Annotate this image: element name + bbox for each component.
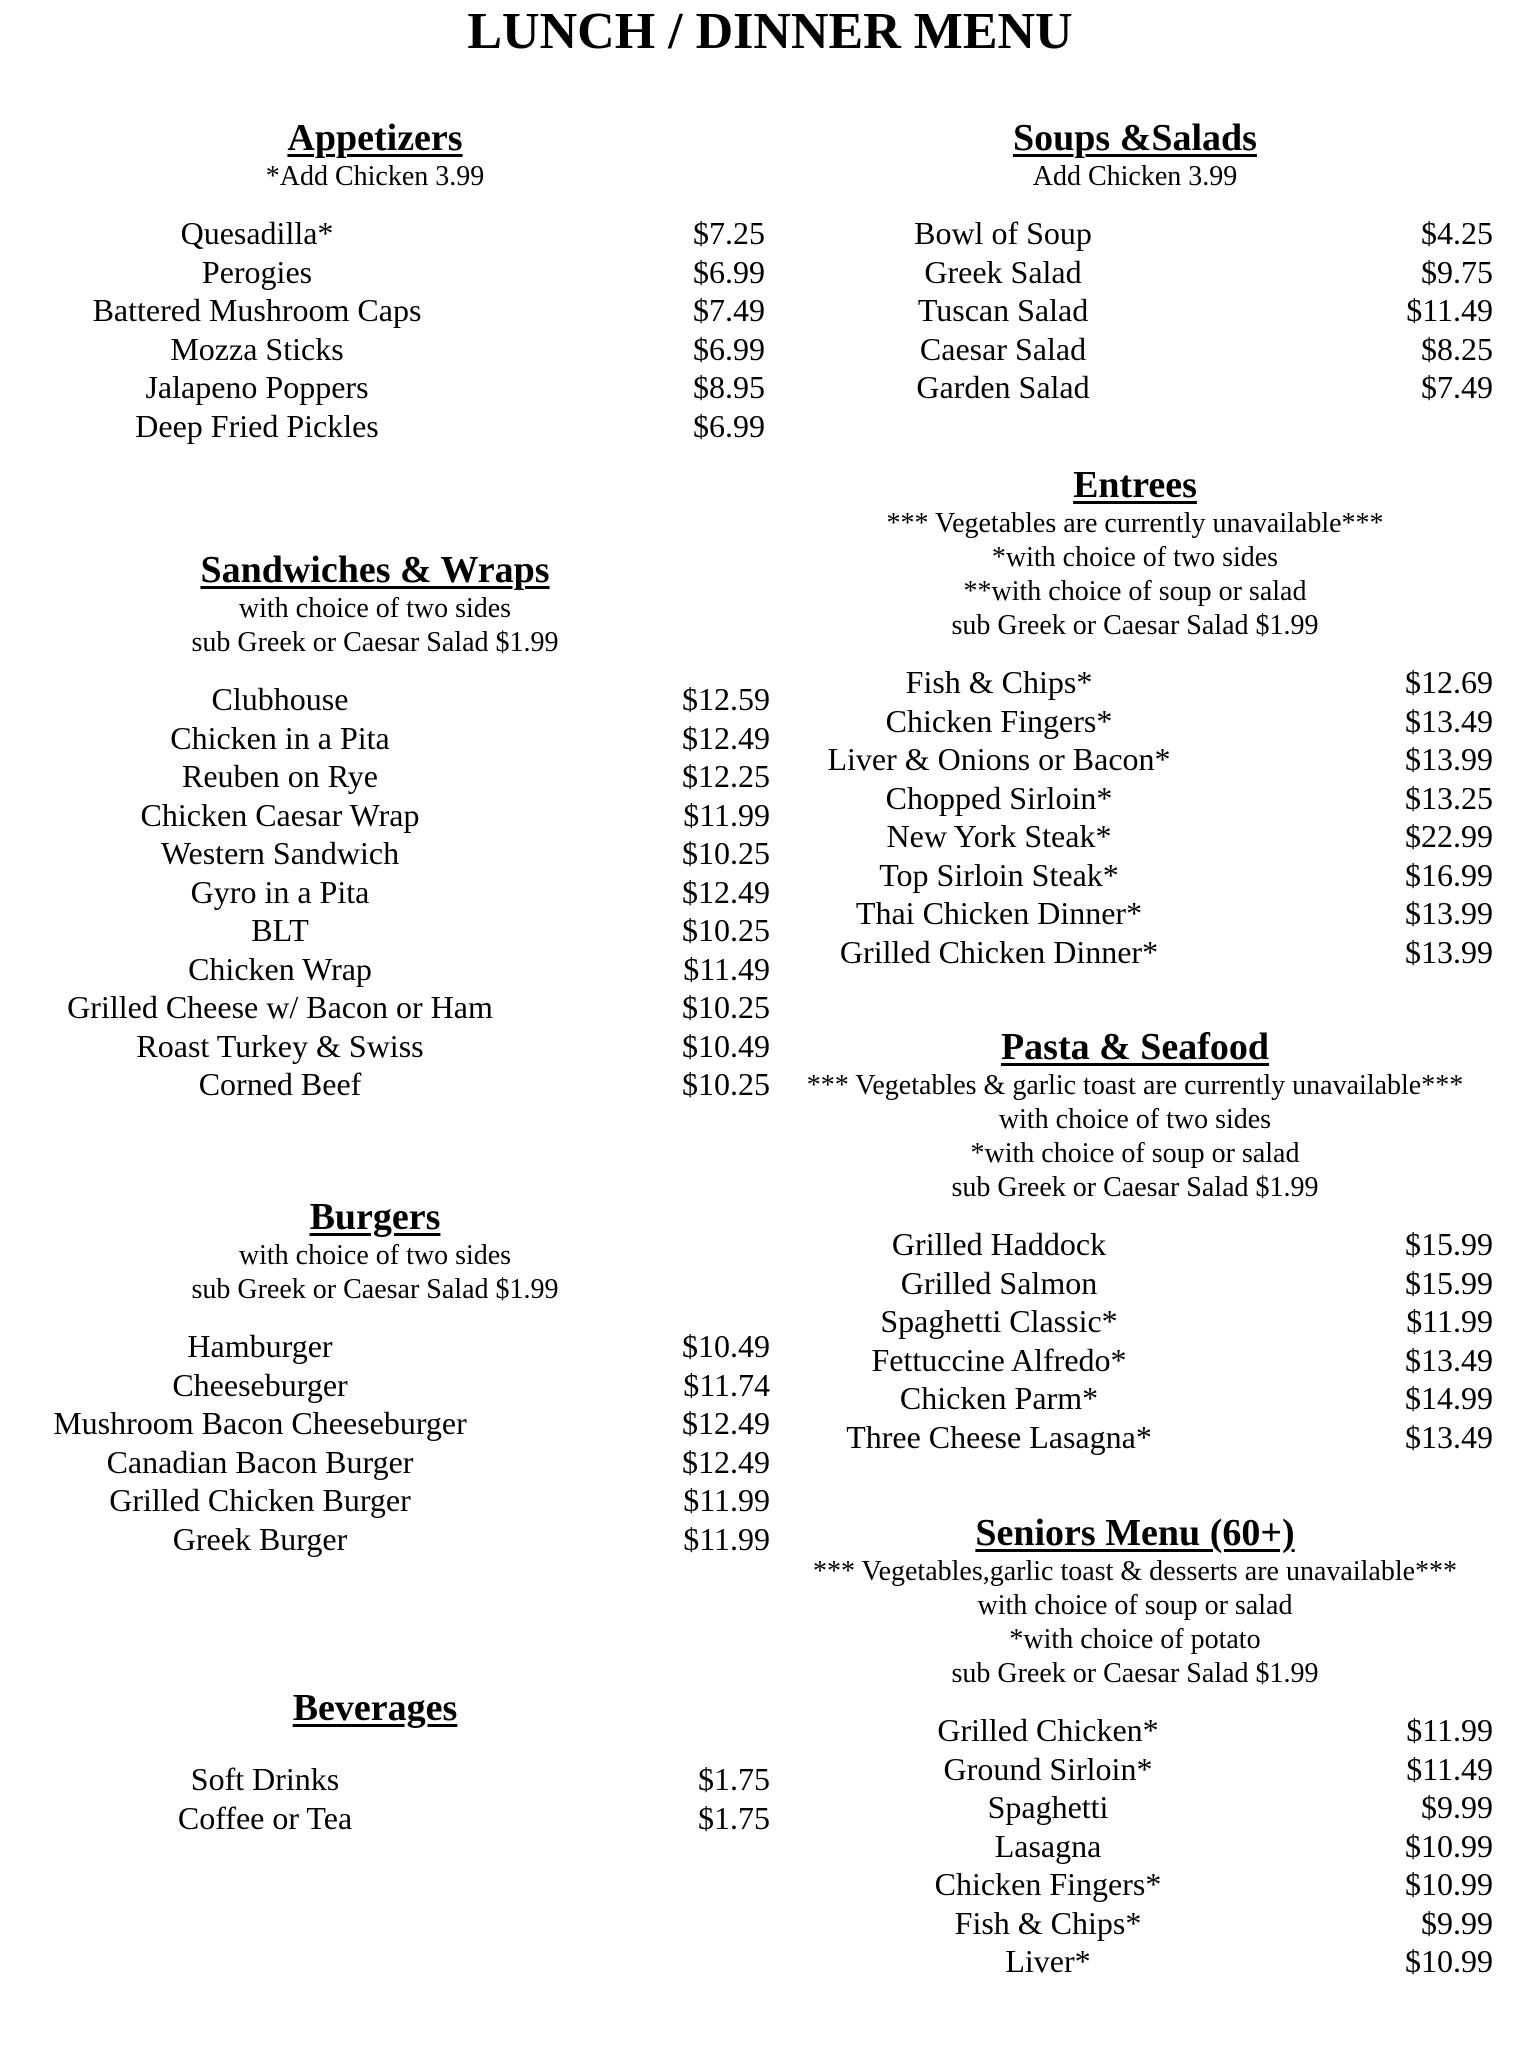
menu-item-price: $10.25 (682, 1066, 770, 1102)
section-heading: Appetizers (287, 117, 463, 159)
section-note: **with choice of soup or salad (963, 576, 1307, 607)
menu-item-price: $16.99 (1405, 856, 1493, 893)
menu-item-name: Roast Turkey & Swiss (136, 1027, 424, 1064)
menu-item-name: Coffee or Tea (177, 1799, 353, 1836)
section-note: *** Vegetables,garlic toast & desserts are unavailable*** (812, 1556, 1458, 1587)
menu-item (790, 291, 1510, 330)
menu-item-name: Corned Beef (198, 1066, 362, 1102)
menu-item-price: $4.25 (1421, 215, 1493, 251)
menu-item-name: Greek Burger (172, 1520, 348, 1557)
menu-item (790, 933, 1510, 972)
section-note: *** Vegetables & garlic toast are currently unavailable*** (806, 1070, 1464, 1101)
menu-item-price: $12.49 (682, 719, 770, 756)
menu-item-name: BLT (251, 912, 309, 948)
menu-item (30, 330, 765, 369)
menu-item (790, 1418, 1510, 1457)
menu-item (30, 911, 770, 950)
menu-item-price: $6.99 (693, 407, 765, 444)
menu-item (790, 1788, 1510, 1827)
menu-item-price: $6.99 (693, 330, 765, 367)
menu-item-name: Chicken Fingers* (885, 702, 1113, 739)
menu-item-name: Tuscan Salad (917, 292, 1089, 328)
menu-item-name: Jalapeno Poppers (145, 369, 369, 405)
menu-item-price: $10.99 (1405, 1866, 1493, 1902)
menu-item-name: Liver* (1005, 1943, 1091, 1979)
menu-item-name: Chicken Parm* (899, 1380, 1099, 1416)
section-note: with choice of two sides (238, 593, 512, 624)
section-note: with choice of two sides (238, 1240, 512, 1271)
menu-item (30, 1520, 770, 1559)
menu-item-name: Grilled Chicken Dinner* (839, 933, 1159, 970)
menu-item-price: $11.99 (683, 1482, 770, 1518)
section-note: sub Greek or Caesar Salad $1.99 (951, 1172, 1319, 1203)
menu-item (30, 873, 770, 912)
section-pasta-seafood (790, 1025, 1510, 1456)
menu-item-price: $11.74 (683, 1366, 770, 1403)
section-note: *with choice of two sides (991, 542, 1279, 573)
menu-item (790, 702, 1510, 741)
menu-item-list (790, 663, 1510, 971)
menu-item (790, 330, 1510, 369)
menu-item (790, 1379, 1510, 1418)
section-note: sub Greek or Caesar Salad $1.99 (191, 1274, 559, 1305)
menu-item (30, 1366, 770, 1405)
section-note: *Add Chicken 3.99 (265, 161, 485, 192)
menu-item-name: Reuben on Rye (181, 758, 378, 794)
menu-item-name: Fettuccine Alfredo* (871, 1341, 1127, 1378)
section-note: sub Greek or Caesar Salad $1.99 (191, 627, 559, 658)
menu-item (30, 407, 765, 446)
menu-item-name: Perogies (201, 253, 313, 290)
section-heading: Entrees (1073, 464, 1197, 506)
menu-item (790, 1865, 1510, 1904)
menu-item (790, 1302, 1510, 1341)
menu-item-name: Deep Fried Pickles (135, 407, 379, 444)
menu-item (790, 1711, 1510, 1750)
menu-item-name: Caesar Salad (919, 330, 1087, 367)
menu-item-price: $12.49 (682, 1405, 770, 1441)
menu-item-price: $12.59 (682, 681, 770, 717)
menu-item-name: Clubhouse (211, 681, 349, 717)
section-heading: Soups &Salads (1013, 117, 1257, 159)
menu-item-name: Chopped Sirloin* (885, 779, 1113, 816)
section-note: sub Greek or Caesar Salad $1.99 (951, 610, 1319, 641)
menu-item-name: Chicken Caesar Wrap (140, 796, 420, 833)
section-burgers (30, 1195, 770, 1558)
menu-item (30, 1799, 770, 1838)
menu-item (30, 719, 770, 758)
menu-item-name: Spaghetti Classic* (880, 1303, 1118, 1339)
menu-item-price: $11.99 (683, 796, 770, 833)
section-heading: Sandwiches & Wraps (200, 549, 550, 591)
section-beverages (30, 1686, 770, 1837)
menu-item-price: $7.25 (693, 215, 765, 251)
section-appetizers (30, 116, 765, 445)
menu-item-price: $15.99 (1405, 1264, 1493, 1301)
menu-item (790, 368, 1510, 407)
menu-item (30, 680, 770, 719)
menu-item-price: $10.99 (1405, 1827, 1493, 1864)
menu-item (790, 1225, 1510, 1264)
menu-item-name: Garden Salad (916, 369, 1090, 405)
menu-item-price: $10.25 (682, 835, 770, 871)
menu-item-name: Chicken Fingers* (934, 1866, 1162, 1902)
menu-item-name: New York Steak* (886, 818, 1112, 854)
menu-item (30, 1065, 770, 1104)
menu-item-price: $10.99 (1405, 1943, 1493, 1979)
menu-item (790, 214, 1510, 253)
menu-item-name: Lasagna (994, 1827, 1102, 1864)
menu-item-price: $8.95 (693, 369, 765, 405)
menu-item-price: $7.49 (693, 292, 765, 328)
menu-item (30, 1327, 770, 1366)
menu-item (790, 894, 1510, 933)
menu-item-price: $13.99 (1405, 895, 1493, 931)
section-note: sub Greek or Caesar Salad $1.99 (951, 1658, 1319, 1689)
menu-item (30, 796, 770, 835)
menu-item-name: Cheeseburger (172, 1366, 348, 1403)
menu-item-price: $11.99 (1406, 1303, 1493, 1339)
menu-item-list (30, 680, 770, 1104)
menu-item-name: Mushroom Bacon Cheeseburger (53, 1405, 467, 1441)
menu-item-name: Battered Mushroom Caps (92, 292, 422, 328)
menu-item-price: $11.49 (683, 950, 770, 987)
menu-item-name: Chicken in a Pita (170, 719, 390, 756)
menu-item (790, 1904, 1510, 1943)
menu-item-name: Soft Drinks (190, 1761, 340, 1797)
menu-item (30, 1760, 770, 1799)
menu-item-price: $11.99 (683, 1520, 770, 1557)
menu-item-price: $10.25 (682, 989, 770, 1025)
menu-item (790, 1264, 1510, 1303)
menu-item-price: $7.49 (1421, 369, 1493, 405)
menu-item (30, 988, 770, 1027)
menu-item-price: $11.49 (1406, 1750, 1493, 1787)
menu-item-name: Three Cheese Lasagna* (846, 1418, 1152, 1455)
menu-item (790, 817, 1510, 856)
menu-item-name: Thai Chicken Dinner* (855, 895, 1143, 931)
menu-item-name: Greek Salad (924, 253, 1082, 290)
menu-item (30, 1404, 770, 1443)
section-sandwiches-wraps (30, 548, 770, 1104)
menu-item-price: $9.75 (1421, 253, 1493, 290)
menu-item-price: $8.25 (1421, 330, 1493, 367)
menu-item-name: Grilled Haddock (891, 1226, 1107, 1262)
section-note: Add Chicken 3.99 (1032, 161, 1238, 192)
menu-item-price: $10.25 (682, 912, 770, 948)
menu-item (790, 779, 1510, 818)
section-note: *** Vegetables are currently unavailable*** (886, 508, 1384, 539)
menu-item-price: $12.25 (682, 758, 770, 794)
menu-item-price: $14.99 (1405, 1380, 1493, 1416)
menu-item-price: $10.49 (682, 1027, 770, 1064)
menu-item-price: $9.99 (1421, 1789, 1493, 1825)
menu-item-name: Fish & Chips* (905, 664, 1093, 700)
menu-item-name: Grilled Chicken Burger (109, 1482, 411, 1518)
menu-item (30, 291, 765, 330)
menu-item-name: Spaghetti (987, 1789, 1109, 1825)
menu-item (30, 253, 765, 292)
menu-item-name: Hamburger (187, 1328, 333, 1364)
menu-item-price: $22.99 (1405, 818, 1493, 854)
menu-item-price: $15.99 (1405, 1226, 1493, 1262)
menu-item (790, 856, 1510, 895)
menu-item-name: Ground Sirloin* (943, 1750, 1153, 1787)
menu-item-list (30, 1327, 770, 1558)
menu-item-price: $10.49 (682, 1328, 770, 1364)
section-entrees (790, 463, 1510, 971)
menu-item (30, 834, 770, 873)
menu-item-name: Western Sandwich (160, 835, 400, 871)
menu-item-price: $13.49 (1405, 1341, 1493, 1378)
menu-item-name: Mozza Sticks (170, 330, 344, 367)
menu-item-price: $13.49 (1405, 1418, 1493, 1455)
menu-item-name: Grilled Cheese w/ Bacon or Ham (67, 989, 493, 1025)
menu-item-price: $13.25 (1405, 779, 1493, 816)
menu-item-name: Quesadilla* (180, 215, 334, 251)
menu-item (790, 740, 1510, 779)
menu-item (790, 1750, 1510, 1789)
section-seniors-menu (790, 1511, 1510, 1981)
menu-item (30, 1481, 770, 1520)
menu-item-price: $13.99 (1405, 933, 1493, 970)
section-note: *with choice of potato (1009, 1624, 1261, 1655)
menu-item (30, 1443, 770, 1482)
menu-item (790, 1827, 1510, 1866)
menu-item (30, 1027, 770, 1066)
section-note: with choice of two sides (998, 1104, 1272, 1135)
menu-item-list (30, 1760, 770, 1837)
menu-item-name: Grilled Salmon (900, 1264, 1098, 1301)
page-title: LUNCH / DINNER MENU (467, 3, 1073, 60)
menu-item-name: Liver & Onions or Bacon* (827, 741, 1171, 777)
menu-item-price: $1.75 (698, 1799, 770, 1836)
menu-item-list (790, 1225, 1510, 1456)
menu-item (790, 1341, 1510, 1380)
menu-item-price: $6.99 (693, 253, 765, 290)
menu-item-price: $12.49 (682, 873, 770, 910)
menu-item (30, 368, 765, 407)
menu-item (790, 1942, 1510, 1981)
menu-item-price: $11.49 (1406, 292, 1493, 328)
menu-item (790, 663, 1510, 702)
menu-item-price: $11.99 (1406, 1712, 1493, 1748)
section-heading: Burgers (309, 1196, 441, 1238)
menu-item-price: $13.49 (1405, 702, 1493, 739)
menu-item (30, 950, 770, 989)
menu-item-name: Bowl of Soup (914, 215, 1092, 251)
menu-item-price: $12.69 (1405, 664, 1493, 700)
section-soups-salads (790, 116, 1510, 407)
menu-item (30, 214, 765, 253)
section-note: *with choice of soup or salad (970, 1138, 1300, 1169)
menu-item-name: Top Sirloin Steak* (879, 856, 1119, 893)
menu-item-name: Gyro in a Pita (190, 873, 370, 910)
menu-item-name: Chicken Wrap (188, 950, 372, 987)
menu-item (790, 253, 1510, 292)
menu-item-name: Fish & Chips* (954, 1904, 1142, 1941)
menu-item-price: $12.49 (682, 1443, 770, 1480)
menu-item-name: Canadian Bacon Burger (106, 1443, 414, 1480)
menu-item (30, 757, 770, 796)
menu-item-price: $13.99 (1405, 741, 1493, 777)
menu-item-list (790, 214, 1510, 407)
section-heading: Seniors Menu (60+) (975, 1512, 1295, 1554)
menu-item-list (790, 1711, 1510, 1981)
menu-item-name: Grilled Chicken* (937, 1712, 1159, 1748)
section-heading: Beverages (292, 1687, 458, 1729)
section-note: with choice of soup or salad (977, 1590, 1293, 1621)
menu-item-price: $1.75 (698, 1761, 770, 1797)
menu-item-list (30, 214, 765, 445)
menu-item-price: $9.99 (1421, 1904, 1493, 1941)
section-heading: Pasta & Seafood (1000, 1026, 1270, 1068)
